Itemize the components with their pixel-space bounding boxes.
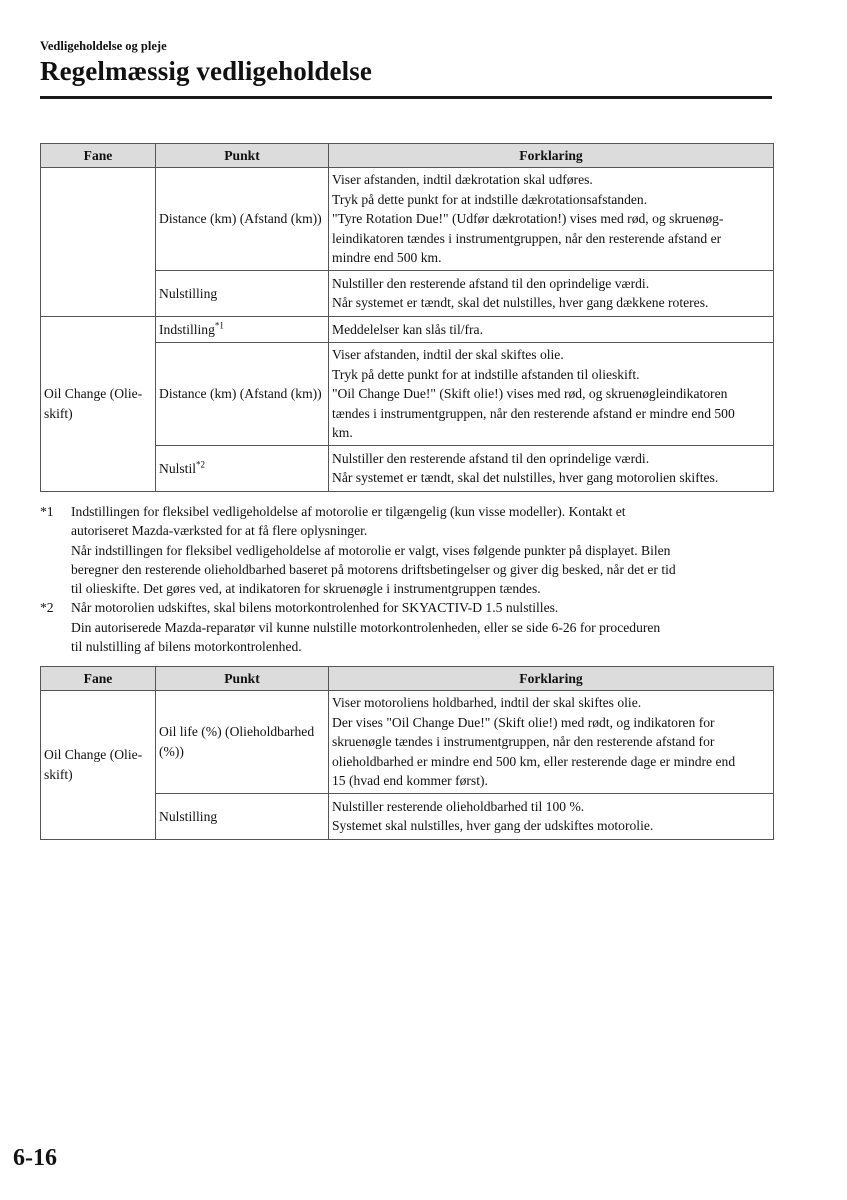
header-punkt: Punkt — [156, 144, 329, 168]
header-forklaring: Forklaring — [329, 667, 774, 691]
explanation-line: Viser afstanden, indtil der skal skiftes olie. — [332, 346, 564, 362]
explanation-cell — [329, 168, 774, 271]
explanation-line: Systemet skal nulstilles, hver gang der udskiftes motorolie. — [332, 818, 654, 834]
tab-cell: Oil Change (Olie-skift) — [41, 691, 156, 840]
footnote-mark: *2 — [40, 600, 54, 616]
explanation-line: Tryk på dette punkt for at indstille dækrotationsafstanden. — [332, 191, 648, 207]
explanation-line: Når systemet er tændt, skal det nulstilles, hver gang dækkene roteres. — [332, 295, 709, 311]
explanation-line: Nulstiller den resterende afstand til den oprindelige værdi. — [332, 450, 650, 466]
header-punkt: Punkt — [156, 667, 329, 691]
footnote-2 — [40, 598, 780, 656]
explanation-line: tændes i instrumentgruppen, når den resterende afstand er mindre end 500 — [332, 405, 735, 421]
explanation-cell — [329, 793, 774, 839]
maintenance-table-2 — [40, 666, 774, 840]
explanation-cell — [329, 445, 774, 491]
footnote-line: beregner den resterende olieholdbarhed baseret på motorens driftsbetingelser og giver dig besked, når det er tid — [71, 561, 676, 577]
tab-cell — [41, 168, 156, 317]
item-cell — [156, 445, 329, 491]
explanation-cell — [329, 691, 774, 794]
footnote-line: Indstillingen for fleksibel vedligeholdelse af motorolie er tilgængelig (kun visse modeller). Kontakt et — [71, 504, 626, 519]
explanation-line: leindikatoren tændes i instrumentgruppen, når den resterende afstand er — [332, 230, 722, 246]
footnote-1 — [40, 502, 780, 598]
header-fane: Fane — [41, 144, 156, 168]
explanation-line: "Oil Change Due!" (Skift olie!) vises med rød, og skruenøgleindikatoren — [332, 386, 728, 402]
footnote-line: til nulstilling af bilens motorkontrolenhed. — [71, 639, 302, 655]
footnote-line: autoriseret Mazda-værksted for at få flere oplysninger. — [71, 523, 368, 539]
footnote-ref: *2 — [196, 459, 206, 470]
header-forklaring: Forklaring — [329, 144, 774, 168]
table-header-row — [41, 144, 774, 168]
explanation-line: olieholdbarhed er mindre end 500 km, eller resterende dage er mindre end — [332, 753, 736, 769]
explanation-cell — [329, 342, 774, 445]
item-cell: Nulstilling — [156, 793, 329, 839]
explanation-line: Nulstiller den resterende afstand til den oprindelige værdi. — [332, 275, 650, 291]
explanation-line: 15 (hvad end kommer først). — [332, 773, 488, 789]
explanation-cell — [329, 270, 774, 316]
footnote-line: Når motorolien udskiftes, skal bilens motorkontrolenhed for SKYACTIV-D 1.5 nulstilles. — [71, 600, 559, 616]
explanation-line: Når systemet er tændt, skal det nulstilles, hver gang motorolien skiftes. — [332, 470, 719, 486]
table-row — [41, 691, 774, 794]
maintenance-table-1 — [40, 143, 774, 492]
item-cell — [156, 316, 329, 342]
explanation-line: "Tyre Rotation Due!" (Udfør dækrotation!) vises med rød, og skruenøg- — [332, 211, 724, 227]
explanation-line: Der vises "Oil Change Due!" (Skift olie!) med rødt, og indikatoren for — [332, 714, 715, 730]
explanation-line: mindre end 500 km. — [332, 250, 442, 266]
item-cell: Oil life (%) (Olieholdbarhed (%)) — [156, 691, 329, 794]
explanation-line: km. — [332, 425, 353, 441]
explanation-line: Tryk på dette punkt for at indstille afstanden til olieskift. — [332, 366, 640, 382]
item-label: Indstilling — [159, 321, 215, 337]
explanation-line: Viser afstanden, indtil dækrotation skal udføres. — [332, 172, 593, 187]
footnote-ref: *1 — [214, 320, 224, 331]
explanation-line: Viser motoroliens holdbarhed, indtil der skal skiftes olie. — [332, 695, 642, 710]
table-row — [41, 316, 774, 342]
item-cell: Distance (km) (Afstand (km)) — [156, 342, 329, 445]
page-title: Regelmæssig vedligeholdelse — [40, 56, 372, 86]
footnote-line: Når indstillingen for fleksibel vedligeholdelse af motorolie er valgt, vises følgende punkter på displayet. Bilen — [71, 542, 671, 558]
explanation-line: Meddelelser kan slås til/fra. — [332, 321, 483, 337]
explanation-line: Nulstiller resterende olieholdbarhed til 100 %. — [332, 798, 585, 814]
item-cell: Nulstilling — [156, 270, 329, 316]
table-header-row — [41, 667, 774, 691]
tab-cell: Oil Change (Olie-skift) — [41, 316, 156, 491]
item-label: Nulstil — [159, 460, 197, 476]
footnote-mark: *1 — [40, 504, 54, 519]
section-label: Vedligeholdelse og pleje — [40, 39, 167, 53]
footnotes — [40, 502, 780, 656]
explanation-line: skruenøgle tændes i instrumentgruppen, når den resterende afstand for — [332, 734, 715, 750]
footnote-line: til olieskifte. Det gøres ved, at indikatoren for skruenøgle i instrumentgruppen tændes. — [71, 581, 541, 597]
page-number: 6-16 — [13, 1145, 57, 1171]
footnote-line: Din autoriserede Mazda-reparatør vil kunne nulstille motorkontrolenheden, eller se side 6-26 for proceduren — [71, 619, 661, 635]
title-rule — [40, 96, 772, 99]
item-cell: Distance (km) (Afstand (km)) — [156, 168, 329, 271]
table-row — [41, 168, 774, 271]
explanation-cell — [329, 316, 774, 342]
header-fane: Fane — [41, 667, 156, 691]
